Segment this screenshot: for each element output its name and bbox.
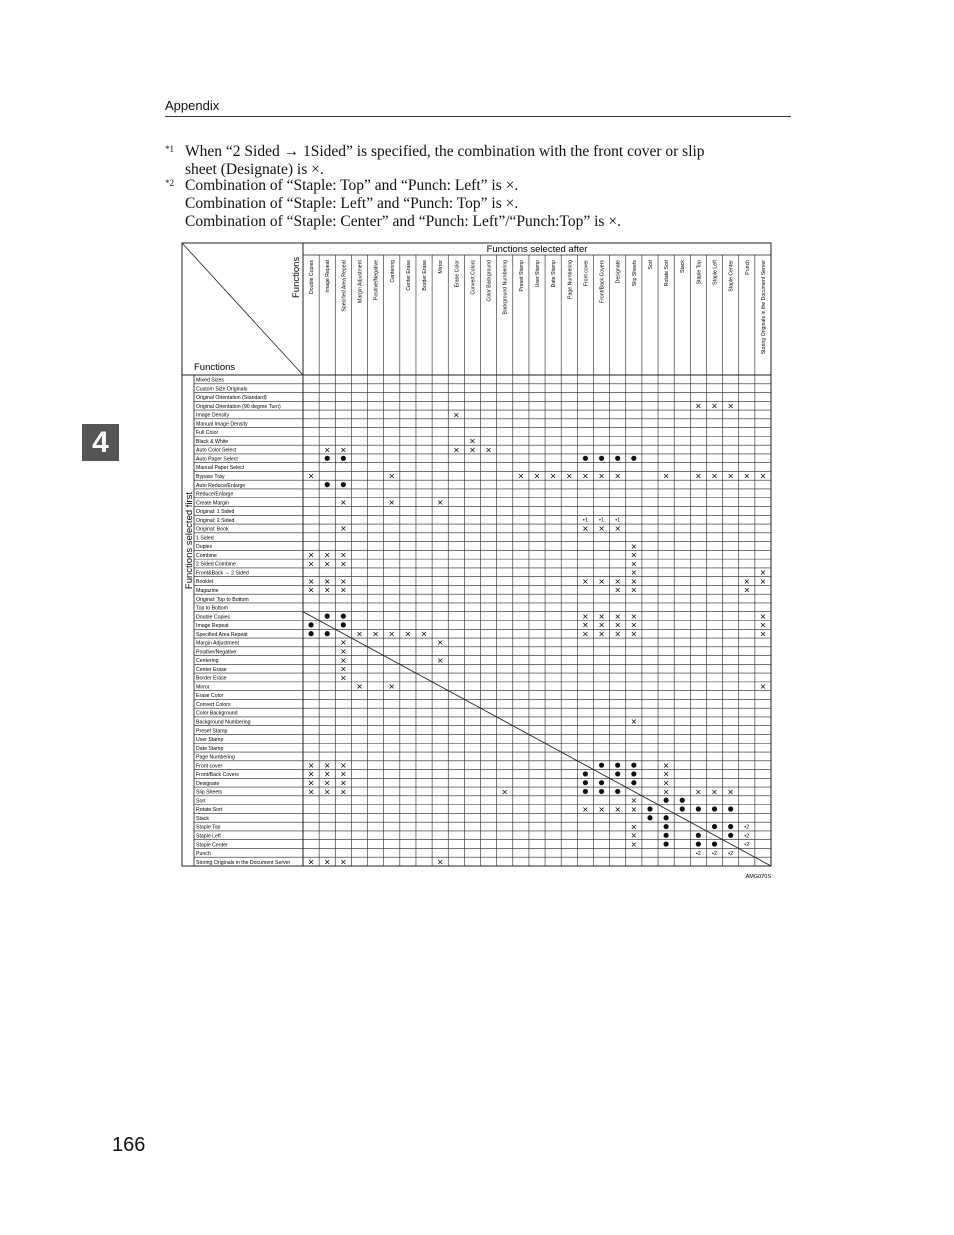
incompatible-mark: × — [323, 760, 331, 770]
incompatible-mark: × — [339, 576, 347, 586]
incompatible-mark: × — [307, 576, 315, 586]
incompatible-mark: × — [630, 822, 638, 832]
incompatible-mark: × — [372, 629, 379, 639]
row-header: Punch — [196, 851, 211, 858]
compatible-dot — [325, 631, 330, 636]
row-header: Stack — [196, 815, 209, 822]
compatible-dot — [696, 833, 701, 838]
compatible-dot — [583, 789, 588, 794]
row-header: Full Color — [196, 430, 219, 437]
incompatible-mark: × — [307, 471, 315, 481]
incompatible-mark: × — [695, 787, 702, 797]
column-header: Designate — [615, 260, 622, 284]
row-header: Mixed Sizes — [196, 377, 224, 384]
incompatible-mark: × — [759, 682, 767, 692]
compatible-dot — [599, 456, 604, 461]
compatible-dot — [728, 824, 733, 829]
compatible-dot — [664, 798, 669, 803]
incompatible-mark: × — [388, 497, 396, 507]
incompatible-mark: × — [711, 471, 718, 481]
footnote-line: Combination of “Staple: Center” and “Punch: Left”/“Punch:Top” is ×. — [185, 213, 621, 230]
row-header: Designate — [196, 780, 220, 787]
row-header: Erase Color — [196, 693, 224, 700]
incompatible-mark: × — [662, 787, 670, 797]
incompatible-mark: × — [582, 611, 589, 621]
page-number: 166 — [112, 1134, 146, 1156]
row-header: Original: Book — [196, 526, 229, 533]
compatible-dot — [664, 841, 669, 846]
incompatible-mark: × — [517, 471, 525, 481]
row-header: Auto Reduce/Enlarge — [196, 482, 246, 489]
incompatible-mark: × — [323, 585, 331, 595]
incompatible-mark: × — [614, 611, 622, 621]
column-header: Border Erase — [422, 260, 429, 291]
incompatible-mark: × — [759, 629, 767, 639]
row-header: Reduce/Enlarge — [196, 491, 234, 498]
row-header: Duplex — [196, 544, 213, 551]
incompatible-mark: × — [339, 646, 347, 656]
incompatible-mark: × — [630, 559, 638, 569]
incompatible-mark: × — [582, 804, 589, 814]
column-header: Center Erase — [405, 260, 412, 291]
compatible-dot — [712, 824, 717, 829]
incompatible-mark: × — [743, 585, 751, 595]
row-header: Convert Colors — [196, 701, 231, 708]
incompatible-mark: × — [339, 673, 347, 683]
col-group-label: Functions selected after — [486, 244, 588, 255]
incompatible-mark: × — [436, 655, 444, 665]
compatible-dot — [728, 833, 733, 838]
compatible-dot — [308, 631, 313, 636]
incompatible-mark: × — [630, 611, 638, 621]
incompatible-mark: × — [339, 559, 347, 569]
row-header: Original: 2 Sided — [196, 517, 235, 524]
row-header: Front cover — [196, 763, 223, 770]
row-header: 1 Sided — [196, 535, 214, 542]
incompatible-mark: × — [743, 576, 751, 586]
incompatible-mark: × — [323, 559, 331, 569]
incompatible-mark: × — [323, 778, 331, 788]
incompatible-mark: × — [339, 778, 347, 788]
column-header: Punch — [744, 260, 751, 275]
incompatible-mark: × — [727, 787, 735, 797]
incompatible-mark: × — [452, 445, 460, 455]
incompatible-mark: × — [452, 410, 460, 420]
incompatible-mark: × — [307, 769, 315, 779]
row-header: Image Density — [196, 412, 230, 419]
row-group-label: Functions selected first — [184, 491, 195, 590]
incompatible-mark: × — [436, 497, 444, 507]
compatible-dot — [341, 482, 346, 487]
incompatible-mark: × — [759, 576, 767, 586]
incompatible-mark: × — [630, 717, 638, 727]
compatible-dot — [647, 806, 652, 811]
incompatible-mark: × — [339, 524, 347, 534]
footnote-line: Combination of “Staple: Top” and “Punch: Left” is ×. — [185, 177, 519, 194]
row-header: Image Repeat — [196, 623, 229, 630]
compatible-dot — [647, 815, 652, 820]
incompatible-mark: × — [323, 445, 331, 455]
incompatible-mark: × — [614, 620, 622, 630]
row-header: Date Stamp — [196, 745, 224, 752]
row-header: Auto Color Select — [196, 447, 237, 454]
incompatible-mark: × — [582, 620, 589, 630]
figure-code: AMG070S — [745, 874, 771, 880]
incompatible-mark: × — [662, 769, 670, 779]
row-header: Front/Back Covers — [196, 772, 239, 779]
compatible-dot — [615, 456, 620, 461]
incompatible-mark: × — [630, 629, 638, 639]
footnote-cell: •2 — [744, 842, 750, 849]
table-frame — [182, 243, 771, 866]
row-header: Original: Top to Bottom — [196, 596, 249, 603]
compatible-dot — [680, 798, 685, 803]
footnote-cell: •1 — [582, 517, 588, 524]
column-header: Date Stamp — [551, 260, 558, 288]
row-header: Create Margin — [196, 500, 229, 507]
incompatible-mark: × — [662, 760, 670, 770]
incompatible-mark: × — [307, 857, 315, 867]
row-header: Original Orientation (Standard) — [196, 395, 267, 402]
incompatible-mark: × — [630, 796, 638, 806]
incompatible-mark: × — [582, 524, 589, 534]
footnote-line: Combination of “Staple: Left” and “Punch: Top” is ×. — [185, 195, 519, 212]
incompatible-mark: × — [339, 769, 347, 779]
incompatible-mark: × — [614, 585, 622, 595]
footnote-cell: •2 — [744, 824, 750, 831]
row-header: Manual Paper Select — [196, 465, 245, 472]
compatible-dot — [664, 824, 669, 829]
column-header: Centering — [389, 260, 396, 283]
column-header: Double Copies — [309, 260, 316, 295]
incompatible-mark: × — [614, 524, 622, 534]
row-header: Specified Area Repeat — [196, 631, 248, 638]
incompatible-mark: × — [662, 778, 670, 788]
row-header: Preset Stamp — [196, 728, 228, 735]
incompatible-mark: × — [420, 629, 428, 639]
row-header: Rotate Sort — [196, 807, 223, 814]
incompatible-mark: × — [307, 550, 315, 560]
compatible-dot — [631, 780, 636, 785]
incompatible-mark: × — [323, 576, 331, 586]
row-header: Manual Image Density — [196, 421, 248, 428]
row-header: Booklet — [196, 579, 214, 586]
column-header: Specified Area Repeat — [341, 260, 348, 312]
row-header: Page Numbering — [196, 754, 235, 761]
compatible-dot — [341, 456, 346, 461]
corner-top-label: Functions — [291, 256, 302, 298]
row-header: Magazine — [196, 587, 219, 594]
incompatible-mark: × — [339, 787, 347, 797]
column-header: Page Numbering — [567, 260, 574, 299]
incompatible-mark: × — [323, 550, 331, 560]
compatible-dot — [712, 806, 717, 811]
incompatible-mark: × — [759, 620, 767, 630]
incompatible-mark: × — [727, 471, 735, 481]
compatible-dot — [712, 841, 717, 846]
incompatible-mark: × — [339, 585, 347, 595]
row-header: Color Background — [196, 710, 238, 717]
corner-bottom-label: Functions — [194, 362, 236, 373]
incompatible-mark: × — [436, 638, 444, 648]
row-header: Staple Top — [196, 824, 221, 831]
row-header: Top to Bottom — [196, 605, 229, 612]
incompatible-mark: × — [614, 471, 622, 481]
row-header: Centering — [196, 658, 219, 665]
column-header: User Stamp — [535, 260, 541, 288]
footnote-mark: *2 — [165, 178, 174, 188]
compatible-dot — [664, 833, 669, 838]
incompatible-mark: × — [307, 559, 315, 569]
incompatible-mark: × — [630, 585, 638, 595]
row-header: Border Erase — [196, 675, 227, 682]
row-header: Custom Size Originals — [196, 386, 248, 393]
column-header: Staple Center — [728, 260, 735, 292]
footnote-cell: •1 — [599, 517, 605, 524]
incompatible-mark: × — [339, 550, 347, 560]
row-header: Bypass Tray — [196, 474, 225, 481]
incompatible-mark: × — [743, 471, 751, 481]
incompatible-mark: × — [614, 804, 622, 814]
incompatible-mark: × — [662, 471, 670, 481]
corner-diagonal — [182, 243, 303, 375]
footnote-mark: *1 — [165, 144, 174, 154]
footnote-cell: •1 — [615, 517, 621, 524]
column-header: Stack — [680, 260, 687, 273]
row-header: User Stamp — [196, 737, 224, 744]
row-header: Storing Originals in the Document Server — [196, 859, 291, 866]
compatible-dot — [583, 456, 588, 461]
column-header: Rotate Sort — [664, 260, 671, 287]
footnote-cell: •2 — [744, 833, 750, 840]
compatible-dot — [696, 806, 701, 811]
row-header: Background Numbering — [196, 719, 251, 726]
column-header: Erase Color — [454, 260, 461, 288]
incompatible-mark: × — [598, 576, 605, 586]
incompatible-mark: × — [436, 857, 444, 867]
column-header: Front/Back Covers — [599, 260, 606, 303]
incompatible-mark: × — [598, 611, 605, 621]
incompatible-mark: × — [307, 760, 315, 770]
footnote-line: sheet (Designate) is ×. — [185, 161, 324, 178]
incompatible-mark: × — [598, 620, 605, 630]
incompatible-mark: × — [598, 524, 605, 534]
column-header: Front cover — [583, 260, 590, 287]
column-header: Sort — [647, 260, 654, 270]
column-header: Staple Left — [712, 260, 719, 285]
column-header: Storing Originals in the Document Server — [760, 260, 767, 355]
footnote-cell: •2 — [712, 850, 718, 857]
compatible-dot — [341, 622, 346, 627]
incompatible-mark: × — [711, 401, 718, 411]
compatible-dot — [696, 841, 701, 846]
incompatible-mark: × — [695, 401, 702, 411]
incompatible-mark: × — [630, 576, 638, 586]
compatible-dot — [583, 780, 588, 785]
incompatible-mark: × — [598, 471, 605, 481]
row-header: Slip Sheets — [196, 789, 223, 796]
compatible-dot — [631, 763, 636, 768]
incompatible-mark: × — [630, 550, 638, 560]
incompatible-mark: × — [339, 638, 347, 648]
compatible-dot — [631, 771, 636, 776]
compatible-dot — [728, 806, 733, 811]
row-header: Original Orientation (90 degree Turn) — [196, 403, 281, 410]
column-header: Convert Colors — [470, 260, 477, 295]
row-header: Mirror — [196, 684, 210, 691]
incompatible-mark: × — [759, 471, 767, 481]
compatible-dot — [341, 614, 346, 619]
incompatible-mark: × — [695, 471, 702, 481]
incompatible-mark: × — [485, 445, 492, 455]
incompatible-mark: × — [598, 629, 605, 639]
row-header: Combine — [196, 552, 217, 559]
incompatible-mark: × — [549, 471, 557, 481]
incompatible-mark: × — [630, 839, 638, 849]
row-header: Double Copies — [196, 614, 231, 621]
column-header: Slip Sheets — [631, 260, 638, 287]
compatible-dot — [615, 771, 620, 776]
incompatible-mark: × — [323, 769, 331, 779]
incompatible-mark: × — [630, 541, 638, 551]
column-header: Background Numbering — [502, 259, 509, 315]
incompatible-mark: × — [404, 629, 412, 639]
incompatible-mark: × — [388, 682, 396, 692]
incompatible-mark: × — [469, 436, 476, 446]
row-header: Black & White — [196, 438, 229, 445]
incompatible-mark: × — [630, 804, 638, 814]
row-header: Margin Adjustment — [196, 640, 239, 647]
column-header: Positive/Negative — [373, 260, 380, 301]
incompatible-mark: × — [323, 857, 331, 867]
compatible-dot — [325, 482, 330, 487]
incompatible-mark: × — [388, 471, 396, 481]
row-header: Center Erase — [196, 666, 227, 673]
incompatible-mark: × — [582, 471, 589, 481]
column-header: Staple Top — [696, 260, 703, 285]
incompatible-mark: × — [565, 471, 573, 481]
compatible-dot — [325, 614, 330, 619]
column-header: Image Repeat — [325, 260, 332, 293]
compatible-dot — [631, 456, 636, 461]
column-header: Color Background — [486, 259, 493, 302]
incompatible-mark: × — [759, 611, 767, 621]
compatible-dot — [664, 815, 669, 820]
incompatible-mark: × — [759, 568, 767, 578]
footnote-line: When “2 Sided → 1Sided” is specified, the combination with the front cover or slip — [185, 143, 705, 160]
compatible-dot — [599, 789, 604, 794]
incompatible-mark: × — [356, 682, 363, 692]
row-header: Sort — [196, 798, 206, 805]
incompatible-mark: × — [630, 620, 638, 630]
incompatible-mark: × — [339, 760, 347, 770]
compatible-dot — [325, 456, 330, 461]
incompatible-mark: × — [582, 576, 589, 586]
incompatible-mark: × — [323, 787, 331, 797]
compatible-dot — [615, 789, 620, 794]
column-header: Preset Stamp — [518, 260, 525, 292]
incompatible-mark: × — [533, 471, 541, 481]
row-header: Original: 1 Sided — [196, 509, 235, 516]
incompatible-mark: × — [339, 664, 347, 674]
incompatible-mark: × — [307, 787, 315, 797]
incompatible-mark: × — [598, 804, 605, 814]
incompatible-mark: × — [307, 585, 315, 595]
incompatible-mark: × — [582, 629, 589, 639]
incompatible-mark: × — [339, 857, 347, 867]
footnote-cell: •2 — [728, 850, 734, 857]
chapter-tab: 4 — [82, 424, 119, 461]
column-header: Mirror — [438, 260, 445, 274]
incompatible-mark: × — [339, 445, 347, 455]
compatible-dot — [308, 622, 313, 627]
compatible-dot — [680, 806, 685, 811]
incompatible-mark: × — [630, 831, 638, 841]
incompatible-mark: × — [469, 445, 476, 455]
compatible-dot — [583, 771, 588, 776]
incompatible-mark: × — [339, 497, 347, 507]
column-header: Margin Adjustment — [357, 260, 364, 303]
row-header: Auto Paper Select — [196, 456, 238, 463]
row-header: Staple Center — [196, 842, 228, 849]
incompatible-mark: × — [614, 576, 622, 586]
row-header: Front&Back → 2 Sided — [196, 570, 249, 577]
incompatible-mark: × — [339, 655, 347, 665]
incompatible-mark: × — [501, 787, 509, 797]
compatible-dot — [599, 763, 604, 768]
row-header: Positive/Negative — [196, 649, 237, 656]
incompatible-mark: × — [727, 401, 735, 411]
incompatible-mark: × — [307, 778, 315, 788]
compatible-dot — [599, 780, 604, 785]
incompatible-mark: × — [388, 629, 396, 639]
row-header: 2 Sided Combine — [196, 561, 236, 568]
incompatible-mark: × — [630, 568, 638, 578]
footnote-cell: •2 — [695, 850, 701, 857]
compatible-dot — [615, 763, 620, 768]
section-title: Appendix — [165, 98, 220, 113]
self-diagonal — [303, 612, 771, 866]
incompatible-mark: × — [711, 787, 718, 797]
incompatible-mark: × — [614, 629, 622, 639]
row-header: Staple Left — [196, 833, 221, 840]
incompatible-mark: × — [356, 629, 363, 639]
